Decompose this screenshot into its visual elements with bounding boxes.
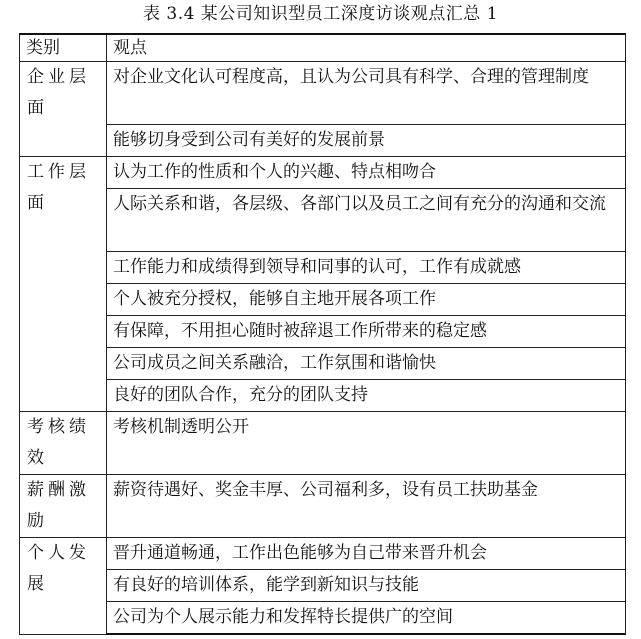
view-cell: 薪资待遇好、奖金丰厚、公司福利多，设有员工扶助基金	[107, 475, 626, 538]
view-cell: 对企业文化认可程度高，且认为公司具有科学、合理的管理制度	[107, 62, 626, 125]
table-row	[20, 412, 626, 475]
table-row	[20, 602, 626, 635]
table-row	[20, 475, 626, 538]
header-view: 观点	[107, 34, 626, 62]
view-cell: 能够切身受到公司有美好的发展前景	[107, 125, 626, 157]
view-cell: 公司为个人展示能力和发挥特长提供广的空间	[107, 602, 626, 635]
table-row	[20, 380, 626, 412]
view-cell: 有保障，不用担心随时被辞退工作所带来的稳定感	[107, 316, 626, 348]
view-cell: 工作能力和成绩得到领导和同事的认可，工作有成就感	[107, 252, 626, 284]
view-cell: 公司成员之间关系融洽，工作氛围和谐愉快	[107, 348, 626, 380]
header-row	[20, 34, 626, 62]
view-cell: 人际关系和谐，各层级、各部门以及员工之间有充分的沟通和交流	[107, 189, 626, 252]
view-cell: 晋升通道畅通，工作出色能够为自己带来晋升机会	[107, 538, 626, 570]
category-cell: 工作层面	[20, 157, 107, 412]
view-cell: 良好的团队合作，充分的团队支持	[107, 380, 626, 412]
table-row	[20, 538, 626, 570]
category-cell: 个人发展	[20, 538, 107, 635]
table-row	[20, 348, 626, 380]
table-row	[20, 284, 626, 316]
view-cell: 有良好的培训体系，能学到新知识与技能	[107, 570, 626, 602]
table-row	[20, 189, 626, 252]
view-cell: 认为工作的性质和个人的兴趣、特点相吻合	[107, 157, 626, 189]
table-row	[20, 125, 626, 157]
view-cell: 个人被充分授权，能够自主地开展各项工作	[107, 284, 626, 316]
table-row	[20, 252, 626, 284]
table-row	[20, 157, 626, 189]
table-row	[20, 62, 626, 125]
header-category: 类别	[20, 34, 107, 62]
view-cell: 考核机制透明公开	[107, 412, 626, 475]
table-row	[20, 316, 626, 348]
category-cell: 薪酬激励	[20, 475, 107, 538]
category-cell: 企业层面	[20, 62, 107, 157]
category-cell: 考核绩效	[20, 412, 107, 475]
table-row	[20, 570, 626, 602]
interview-views-table	[19, 33, 626, 635]
table-caption: 表 3.4 某公司知识型员工深度访谈观点汇总 1	[142, 4, 499, 24]
